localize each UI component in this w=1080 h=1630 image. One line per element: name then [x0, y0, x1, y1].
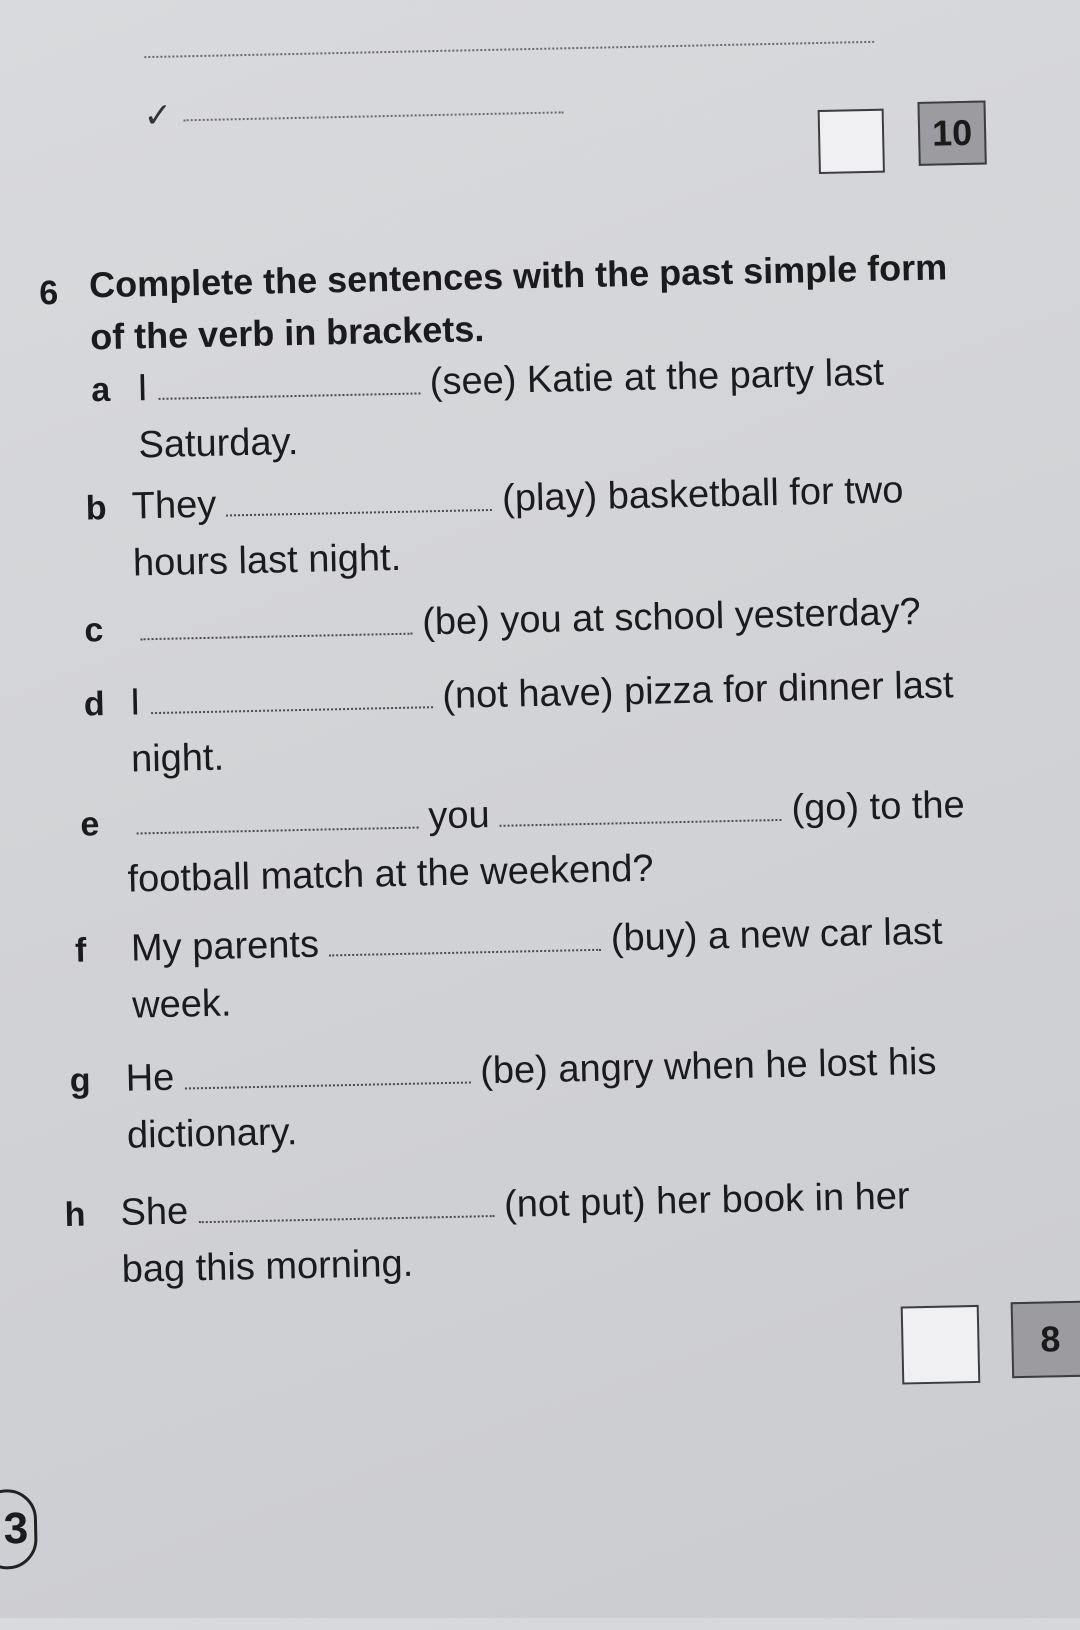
- item-mid-text: you: [427, 794, 491, 838]
- sentence-item-d: [83, 657, 985, 789]
- exercise-instruction: Complete the sentences with the past simple form of the verb in brackets.: [88, 246, 948, 358]
- answer-blank[interactable]: [157, 362, 420, 399]
- item-letter: c: [83, 611, 104, 650]
- item-continuation: Saturday.: [138, 420, 299, 467]
- sentence-item-b: [85, 461, 987, 593]
- answer-line-tick: [184, 111, 564, 121]
- item-letter: d: [83, 685, 106, 724]
- answer-blank[interactable]: [226, 479, 493, 517]
- item-post-text: (buy) a new car last: [610, 910, 943, 960]
- score-max-box-top: [917, 101, 986, 166]
- sentence-item-g: [69, 1033, 971, 1165]
- answer-blank-2[interactable]: [499, 789, 782, 827]
- sentence-item-a: [91, 342, 993, 474]
- answer-line-top: [144, 41, 874, 58]
- answer-blank[interactable]: [198, 1185, 495, 1223]
- sentence-item-f: [74, 903, 976, 1035]
- item-post-text: (not put) her book in her: [503, 1175, 911, 1226]
- score-max-top: 10: [931, 111, 973, 154]
- item-pre-text: I: [136, 367, 149, 410]
- answer-blank[interactable]: [150, 676, 433, 714]
- item-letter: b: [85, 489, 107, 528]
- score-max-bottom: 8: [1039, 1318, 1061, 1360]
- item-continuation: night.: [130, 736, 225, 781]
- item-pre-text: She: [120, 1190, 189, 1234]
- item-pre-text: My parents: [130, 923, 320, 970]
- answer-blank[interactable]: [136, 797, 419, 835]
- score-input-box-bottom[interactable]: [901, 1305, 981, 1385]
- item-pre-text: They: [131, 483, 217, 528]
- item-continuation: dictionary.: [126, 1111, 298, 1157]
- item-letter: e: [80, 805, 100, 844]
- item-post-text: (play) basketball for two: [501, 469, 904, 520]
- item-post-text: (be) you at school yesterday?: [421, 590, 922, 644]
- answer-blank[interactable]: [329, 919, 602, 957]
- answer-blank[interactable]: [140, 603, 413, 641]
- item-continuation: bag this morning.: [121, 1242, 414, 1291]
- sentence-item-c: [84, 583, 985, 659]
- score-max-box-bottom: [1011, 1301, 1080, 1379]
- exercise-number: 6: [38, 273, 59, 313]
- item-post-text: (be) angry when he lost his: [479, 1040, 937, 1093]
- item-letter: a: [90, 370, 111, 410]
- page-number-text: 3: [3, 1503, 29, 1554]
- item-post-text: (see) Katie at the party last: [429, 351, 885, 404]
- sentence-item-h: [64, 1167, 966, 1299]
- item-pre-text: I: [129, 681, 141, 724]
- tick-mark-icon: ✓: [143, 96, 173, 136]
- item-letter: g: [69, 1061, 91, 1100]
- score-input-box-top[interactable]: [818, 109, 885, 174]
- page-number: [0, 1489, 38, 1570]
- answer-blank[interactable]: [184, 1052, 471, 1090]
- item-pre-text: He: [125, 1056, 175, 1100]
- item-post-text: (go) to the: [791, 784, 966, 830]
- item-continuation: football match at the weekend?: [127, 847, 654, 901]
- item-post-text: (not have) pizza for dinner last: [441, 664, 954, 718]
- sentence-item-e: [80, 777, 982, 909]
- item-letter: h: [64, 1195, 86, 1235]
- item-letter: f: [74, 931, 87, 970]
- item-continuation: week.: [131, 982, 232, 1027]
- item-continuation: hours last night.: [132, 536, 402, 585]
